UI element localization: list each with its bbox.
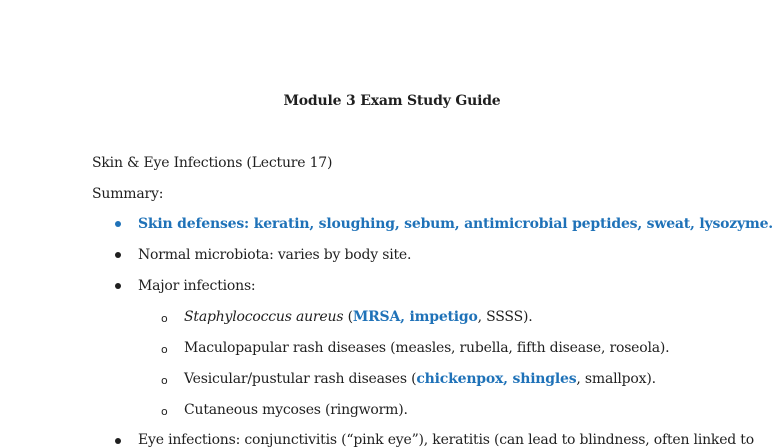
bullet-marker (115, 283, 121, 289)
bullet-marker (115, 438, 121, 444)
document-title: Module 3 Exam Study Guide (283, 93, 501, 109)
sub-bullet-cutaneous-mycoses: Cutaneous mycoses (ringworm). (184, 402, 408, 418)
sub-bullet-vesicular: Vesicular/pustular rash diseases (chickenpox, shingles, smallpox). (184, 371, 656, 387)
bullet-eye-infections: Eye infections: conjunctivitis (“pink eye”), keratitis (can lead to blindness, often linked to (138, 432, 754, 448)
organism-name: Staphylococcus aureus (184, 309, 344, 325)
sub-bullet-marker: o (161, 343, 168, 356)
link-impetigo[interactable]: impetigo (409, 309, 478, 325)
sub-bullet-marker: o (161, 312, 168, 325)
sub-bullet-marker: o (161, 405, 168, 418)
sub-bullet-staph: Staphylococcus aureus (MRSA, impetigo, SSSS). (184, 309, 533, 325)
bullet-normal-microbiota: Normal microbiota: varies by body site. (138, 247, 412, 263)
sub-bullet-marker: o (161, 374, 168, 387)
bullet-skin-defenses: Skin defenses: keratin, sloughing, sebum, antimicrobial peptides, sweat, lysozyme. (138, 216, 773, 232)
link-chickenpox[interactable]: chickenpox (416, 371, 504, 387)
link-mrsa[interactable]: MRSA (352, 309, 401, 325)
section-heading: Skin & Eye Infections (Lecture 17) (92, 155, 333, 171)
link-shingles[interactable]: shingles (512, 371, 577, 387)
sub-bullet-maculopapular: Maculopapular rash diseases (measles, rubella, fifth disease, roseola). (184, 340, 670, 356)
bullet-marker (115, 252, 121, 258)
bullet-major-infections: Major infections: (138, 278, 256, 294)
bullet-marker (115, 221, 121, 227)
summary-label: Summary: (92, 186, 164, 202)
